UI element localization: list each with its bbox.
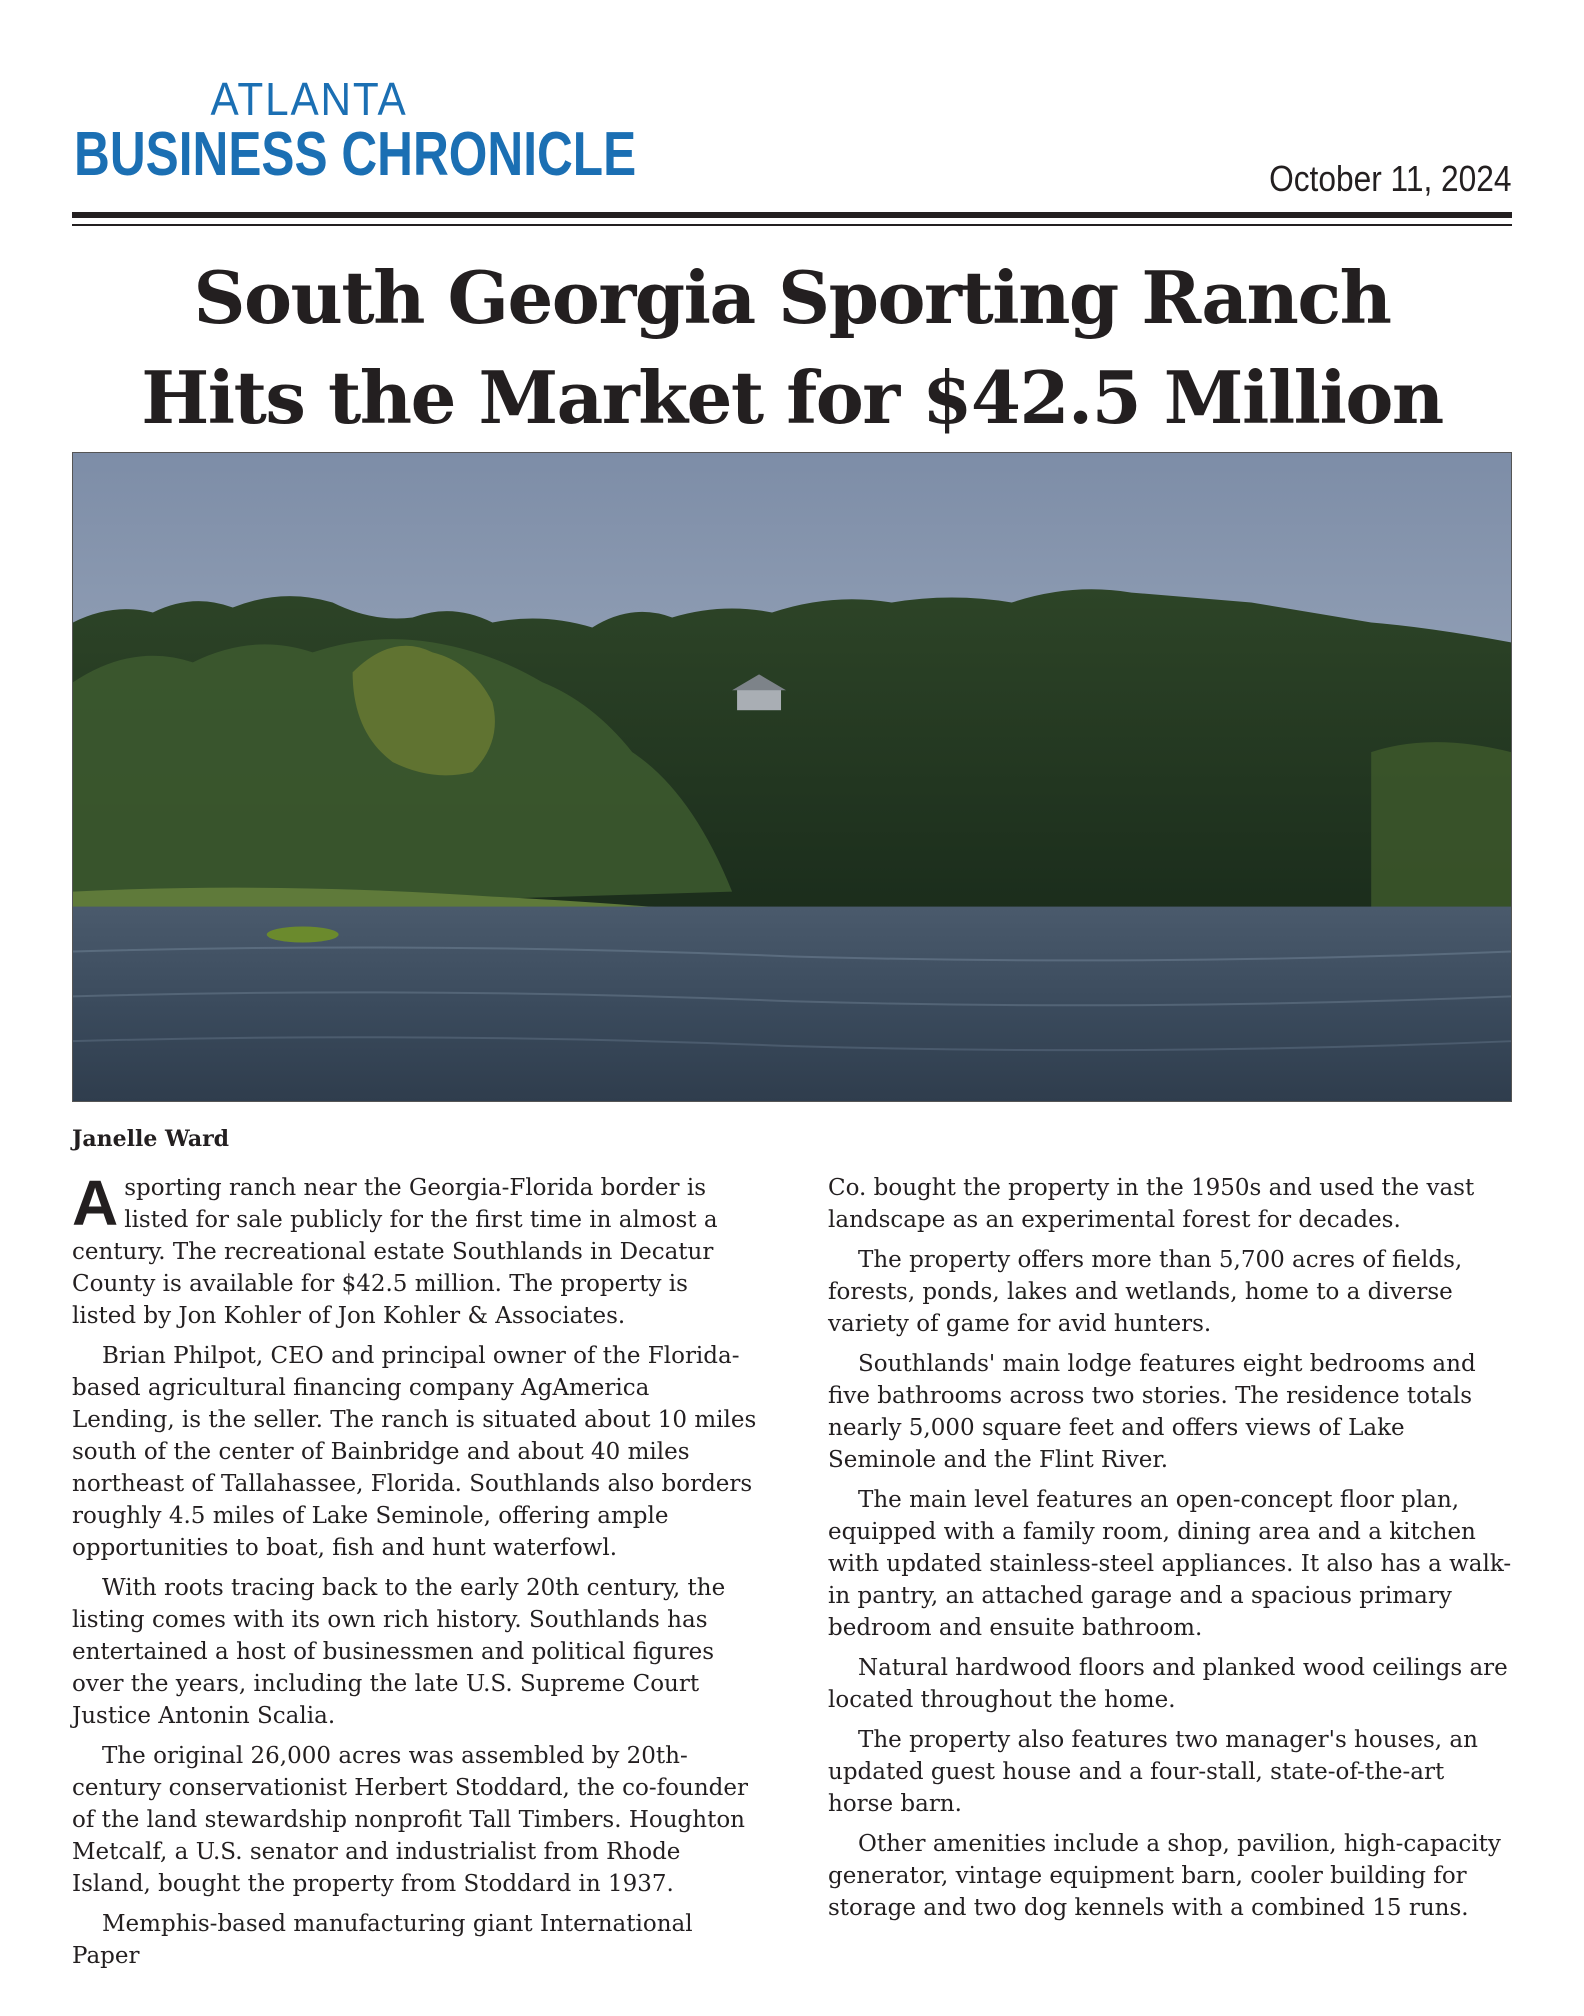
article-paragraph: The property also features two manager's houses, an updated guest house and a four-stall, state-of-the-art horse barn.	[828, 1727, 1478, 1817]
article-byline: Janelle Ward	[72, 1126, 230, 1152]
headline-line-1: South Georgia Sporting Ranch	[193, 255, 1391, 340]
article-paragraph: The property offers more than 5,700 acres of fields, forests, ponds, lakes and wetlands, home to a diverse variety of game for avid hunters.	[828, 1247, 1463, 1337]
photo-illustration	[73, 453, 1511, 1101]
drop-cap: A	[72, 1167, 119, 1239]
article-headline	[72, 248, 1512, 448]
article-paragraph: With roots tracing back to the early 20th century, the listing comes with its own rich history. Southlands has entertained a host of businessmen and political figures over the years, including the late U.S. Supreme Court Justice Antonin Scalia.	[72, 1575, 726, 1729]
masthead-city: ATLANTA	[210, 73, 408, 125]
article-paragraph: Memphis-based manufacturing giant International Paper	[72, 1911, 693, 1969]
paragraph-text: sporting ranch near the Georgia-Florida border is listed for sale publicly for the first time in almost a century. The recreational estate Southlands in Decatur County is available for $42.5 million. The property is listed by Jon Kohler of Jon Kohler & Associates.	[72, 1175, 718, 1329]
masthead-rule-thick	[72, 212, 1512, 218]
publication-date: October 11, 2024	[1269, 158, 1512, 199]
article-column-right	[828, 1172, 1514, 1932]
article-column-left	[72, 1167, 758, 1980]
masthead-name: BUSINESS CHRONICLE	[74, 120, 637, 189]
masthead-rule-thin	[72, 224, 1512, 226]
article-paragraph: The original 26,000 acres was assembled by 20th-century conservationist Herbert Stoddard, the co-founder of the land stewardship nonprofit Tall Timbers. Houghton Metcalf, a U.S. senator and industrialist from Rhode Island, bought the property from Stoddard in 1937.	[72, 1743, 748, 1897]
article-paragraph: Southlands' main lodge features eight bedrooms and five bathrooms across two stories. The residence totals nearly 5,000 square feet and offers views of Lake Seminole and the Flint River.	[828, 1351, 1476, 1473]
headline-line-2: Hits the Market for $42.5 Million	[141, 355, 1443, 440]
article-paragraph: The main level features an open-concept floor plan, equipped with a family room, dining area and a kitchen with updated stainless-steel appliances. It also has a walk-in pantry, an attached garage and a spacious primary bedroom and ensuite bathroom.	[828, 1487, 1512, 1641]
article-paragraph: Natural hardwood floors and planked wood ceilings are located throughout the home.	[828, 1655, 1508, 1713]
article-paragraph: Other amenities include a shop, pavilion, high-capacity generator, vintage equipment barn, cooler building for storage and two dog kennels with a combined 15 runs.	[828, 1831, 1501, 1921]
lake-landscape-photo	[72, 452, 1512, 1102]
article-paragraph: Brian Philpot, CEO and principal owner of the Florida-based agricultural financing company AgAmerica Lending, is the seller. The ranch is situated about 10 miles south of the center of Bainbridge and about 40 miles northeast of Tallahassee, Florida. Southlands also borders roughly 4.5 miles of Lake Seminole, offering ample opportunities to boat, fish and hunt waterfowl.	[72, 1343, 757, 1561]
article-paragraph: Co. bought the property in the 1950s and used the vast landscape as an experimental forest for decades.	[828, 1175, 1475, 1233]
article-paragraph	[72, 1167, 758, 1332]
masthead-logo	[74, 73, 637, 189]
